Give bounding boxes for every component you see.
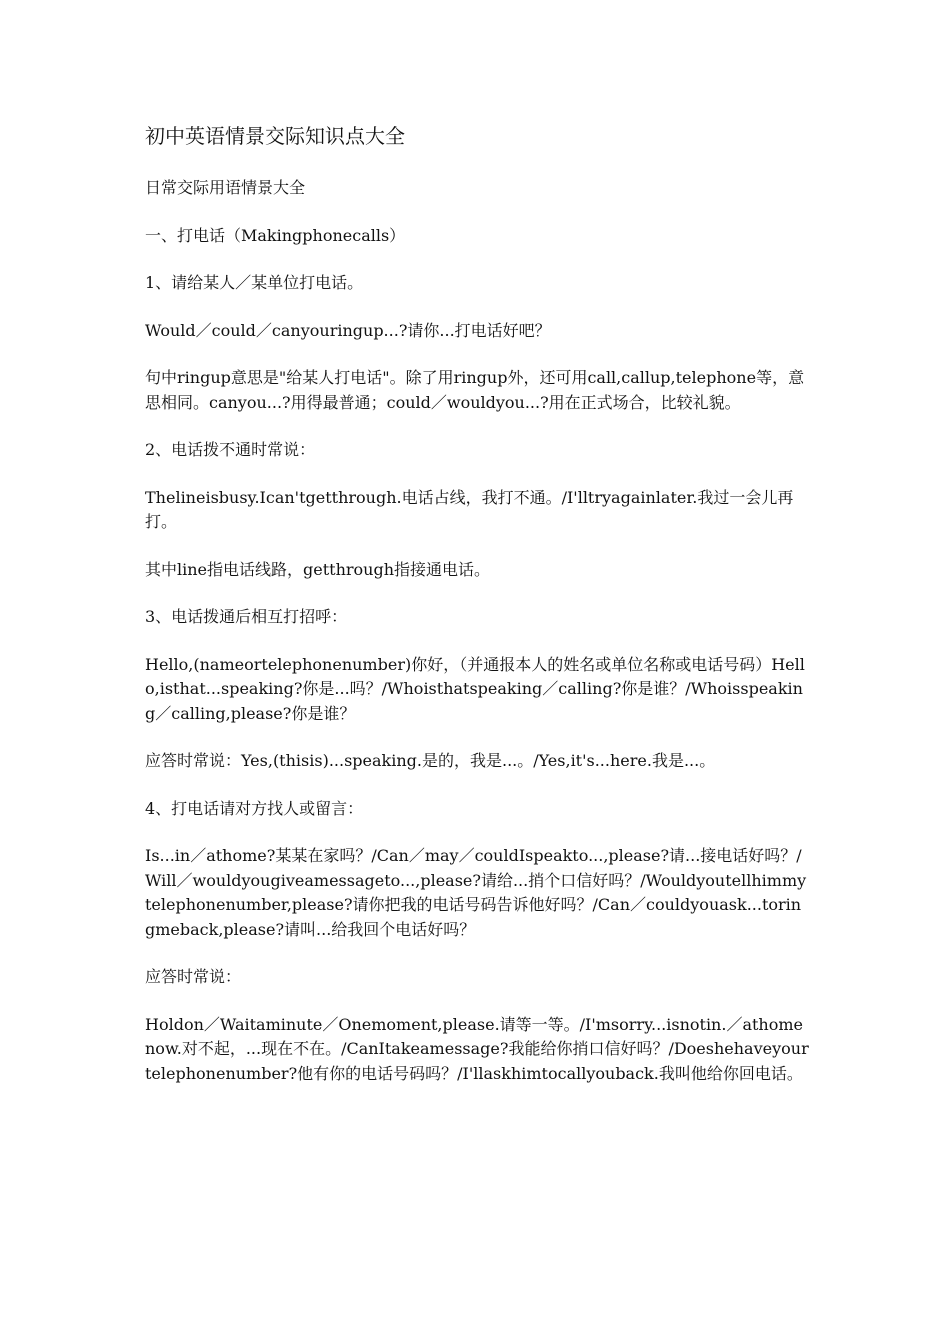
item-heading: 4、打电话请对方找人或留言： xyxy=(145,798,364,818)
paragraph: Holdon／Waitaminute／Onemoment,please.请等一等。/I'msorry...isnotin.／athomenow.对不起，...现在不在。/CanItakeamessage?我能给你捎口信好吗？/Doeshehaveyourtelephonenumber?他有你的电话号码吗？/I'llaskhimtocallyouback.我叫他给你回电话。 xyxy=(145,1014,809,1083)
document-body xyxy=(145,118,810,1109)
paragraph: 句中ringup意思是"给某人打电话"。除了用ringup外，还可用call,callup,telephone等，意思相同。canyou...?用得最普通；could／wouldyou...?用在正式场合，比较礼貌。 xyxy=(145,368,805,412)
paragraph: Hello,(nameortelephonenumber)你好，（并通报本人的姓名或单位名称或电话号码）Hello,isthat...speaking?你是...吗？/Whoisthatspeaking／calling?你是谁？/Whoisspeaking／calling,please?你是谁？ xyxy=(145,654,805,723)
subsection-heading: 一、打电话（Makingphonecalls） xyxy=(145,225,406,245)
paragraph: Would／could／canyouringup...?请你...打电话好吧？ xyxy=(145,320,551,340)
item-heading: 1、请给某人／某单位打电话。 xyxy=(145,273,364,292)
item-heading: 3、电话拨通后相互打招呼： xyxy=(145,607,348,626)
item-heading: 2、电话拨不通时常说： xyxy=(145,440,316,459)
paragraph: 其中line指电话线路，getthrough指接通电话。 xyxy=(145,559,491,579)
paragraph: 应答时常说： xyxy=(145,967,242,986)
document-title: 初中英语情景交际知识点大全 xyxy=(145,124,405,148)
paragraph: 应答时常说：Yes,(thisis)...speaking.是的，我是...。/Yes,it's...here.我是...。 xyxy=(145,751,716,770)
paragraph: Is...in／athome?某某在家吗？/Can／may／couldIspeakto...,please?请...接电话好吗？/Will／wouldyougiveamessageto...,please?请给...捎个口信好吗？/Wouldyoutellhimmytelephonenumber,please?请你把我的电话号码告诉他好吗？/Can／couldyouask...toringmeback,please?请叫...给我回个电话好吗？ xyxy=(145,846,807,939)
section-heading: 日常交际用语情景大全 xyxy=(145,178,306,197)
paragraph: Thelineisbusy.Ican'tgetthrough.电话占线，我打不通。/I'lltryagainlater.我过一会儿再打。 xyxy=(145,487,794,531)
